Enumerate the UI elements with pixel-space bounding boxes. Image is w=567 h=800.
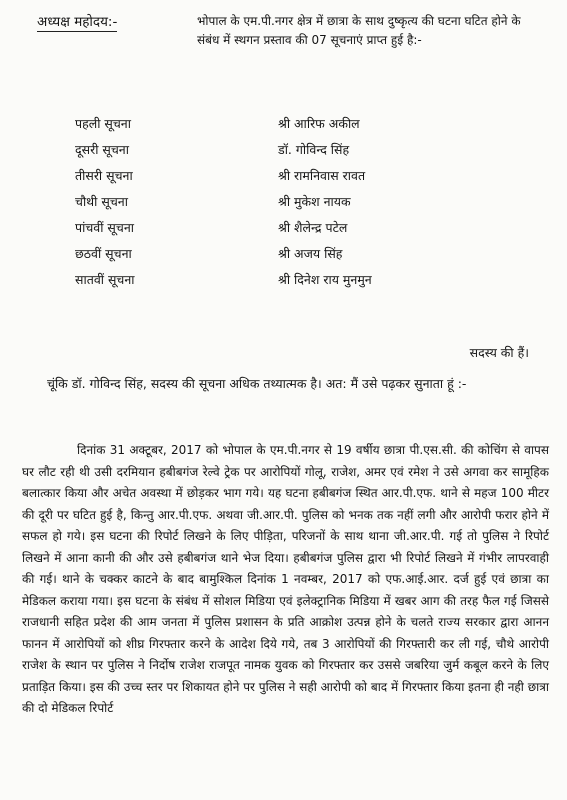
motion-body-paragraph: दिनांक 31 अक्टूबर, 2017 को भोपाल के एम.पी.नगर से 19 वर्षीय छात्रा पी.एस.सी. की कोचिंग से वापस घर लौट रही थी उसी दरमियान हबीबगंज रेल्वे ट्रेक पर आरोपियों गोलू, राजेश, अमर एवं रमेश ने उसे अगवा कर सामूहिक बलात्कार किया और अचेत अवस्था में छोड़कर भाग गये। यह घटना हबीबगंज स्थित आर.पी.एफ. थाने से महज 100 मीटर की दूरी पर घटित हुई है, किन्तु आर.पी.एफ. अथवा जी.आर.पी. पुलिस को भनक तक नहीं लगी और आरोपी फरार होने में सफल हो गये। इस घटना की रिपोर्ट लिखने के लिए पीड़िता, परिजनों के साथ थाना जी.आर.पी. गई तो पुलिस ने रिपोर्ट लिखने में आना कानी की और उसे हबीबगंज थाने भेज दिया। हबीबगंज पुलिस द्वारा भी रिपोर्ट लिखने में गंभीर लापरवाही की गई। थाने के चक्कर काटने के बाद बामुश्किल दिनांक 1 नवम्बर, 2017 को एफ.आई.आर. दर्ज हुई एवं छात्रा का मेडिकल कराया गया। इस घटना के संबंध में सोशल मिडिया एवं इलेक्ट्रानिक मिडिया में खबर आग की तरह फैल गई जिससे राजधानी सहित प्रदेश की आम जनता में पुलिस प्रशासन के प्रति आक्रोश उत्पन्न होने के चलते राज्य सरकार द्वारा आनन फानन में आरोपियों को शीघ्र गिरफ्तार करने के आदेश दिये गये, तब 3 आरोपियों की गिरफ्तारी कर ली गई, चौथे आरोपी राजेश के स्थान पर पुलिस ने निर्दोष राजेश राजपूत नामक युवक को गिरफ्तार कर उससे जबरिया जुर्म कबूल करने के लिए प्रताड़ित किया। इस की उच्च स्तर पर शिकायत होने पर पुलिस ने सही आरोपी को बाद में गिरफ्तार किया इतना ही नही छात्रा की दो मेडिकल रिपोर्ट <box>22 443 549 715</box>
notice-row <box>0 167 567 193</box>
notice-row <box>0 193 567 219</box>
notice-member: श्री शैलेन्द्र पटेल <box>278 220 348 235</box>
notice-row <box>0 141 567 167</box>
notice-ordinal: छठवीं सूचना <box>75 246 132 261</box>
notice-member: श्री आरिफ अकील <box>278 116 360 131</box>
notice-row <box>0 115 567 141</box>
notice-member: श्री रामनिवास रावत <box>278 168 366 183</box>
notice-member: श्री दिनेश राय मुनमुन <box>278 272 372 287</box>
notice-row <box>0 245 567 271</box>
reading-intro: चूंकि डॉ. गोविन्द सिंह, सदस्य की सूचना अधिक तथ्यात्मक है। अत: मैं उसे पढ़कर सुनाता हूं :- <box>47 376 467 391</box>
notice-ordinal: चौथी सूचना <box>75 194 128 209</box>
members-present-line: सदस्य की हैं। <box>469 345 529 360</box>
notice-ordinal: पांचवीं सूचना <box>75 220 134 235</box>
notice-row <box>0 271 567 297</box>
notice-ordinal: सातवीं सूचना <box>75 272 135 287</box>
notice-member: श्री मुकेश नायक <box>278 194 351 209</box>
notice-member: डॉ. गोविन्द सिंह <box>278 142 350 157</box>
notice-row <box>0 219 567 245</box>
notice-member: श्री अजय सिंह <box>278 246 343 261</box>
notice-ordinal: दूसरी सूचना <box>75 142 129 157</box>
notice-ordinal: तीसरी सूचना <box>75 168 133 183</box>
speaker-heading: अध्यक्ष महोदय:- <box>37 14 118 30</box>
notice-ordinal: पहली सूचना <box>75 116 131 131</box>
motion-subject: भोपाल के एम.पी.नगर क्षेत्र में छात्रा के साथ दुष्कृत्य की घटना घटित होने के संबंध में स्थगन प्रस्ताव की 07 सूचनाएं प्राप्त हुई है:- <box>197 14 521 47</box>
notice-list <box>0 115 567 297</box>
